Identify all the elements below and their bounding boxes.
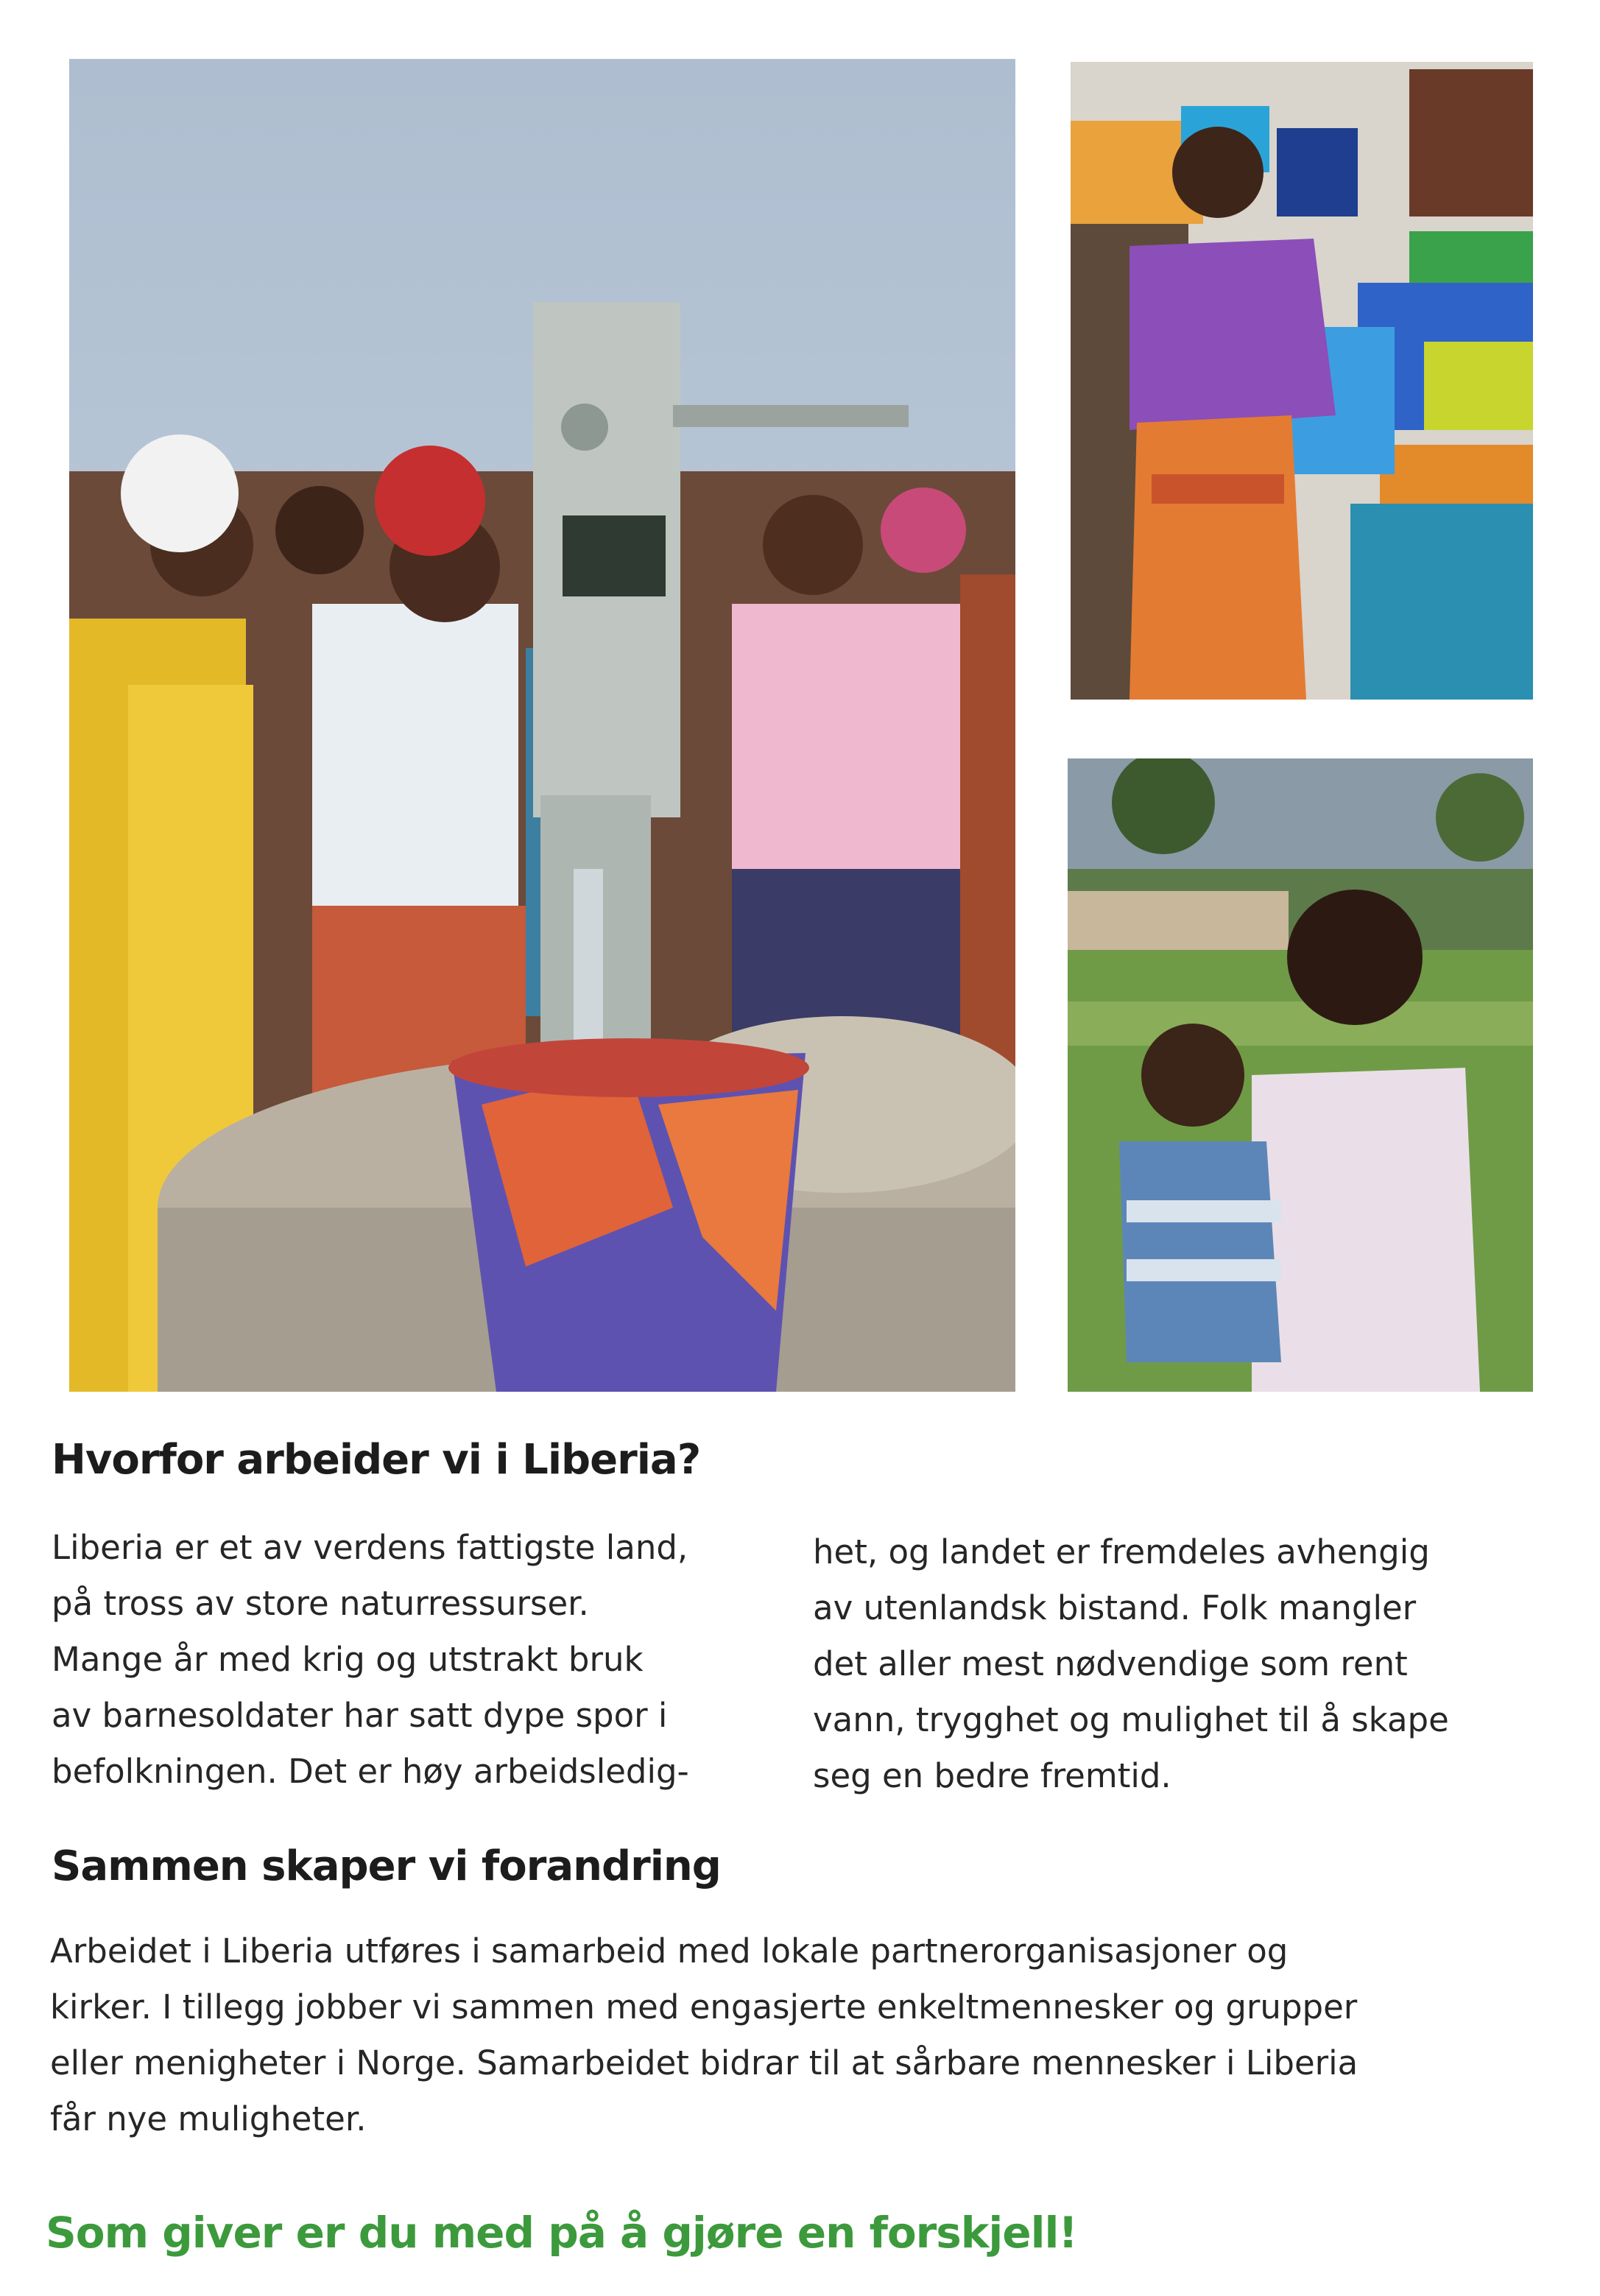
together-text bbox=[50, 1923, 1545, 2147]
woman-at-market-photo bbox=[1071, 62, 1533, 700]
why-text-column-1 bbox=[52, 1520, 780, 1800]
people-at-water-pump-photo bbox=[69, 59, 1015, 1392]
text-line: vann, trygghet og mulighet til å skape bbox=[813, 1700, 1449, 1739]
woman-carrying-child-photo bbox=[1068, 758, 1533, 1392]
text-line: het, og landet er fremdeles avhengig bbox=[813, 1532, 1430, 1571]
text-line: av utenlandsk bistand. Folk mangler bbox=[813, 1588, 1417, 1627]
text-line: seg en bedre fremtid. bbox=[813, 1756, 1171, 1795]
heading-why-liberia: Hvorfor arbeider vi i Liberia? bbox=[52, 1436, 701, 1484]
closing-callout: Som giver er du med på å gjøre en forskjell! bbox=[46, 2208, 1077, 2258]
text-line: eller menigheter i Norge. Samarbeidet bidrar til at sårbare mennesker i Liberia bbox=[50, 2043, 1358, 2082]
text-line: Mange år med krig og utstrakt bruk bbox=[52, 1640, 644, 1679]
text-line: befolkningen. Det er høy arbeidsledig- bbox=[52, 1752, 689, 1791]
text-line: får nye muligheter. bbox=[50, 2099, 367, 2138]
text-line: av barnesoldater har satt dype spor i bbox=[52, 1696, 668, 1735]
text-line: det aller mest nødvendige som rent bbox=[813, 1644, 1408, 1683]
text-line: på tross av store naturressurser. bbox=[52, 1584, 589, 1623]
text-line: Liberia er et av verdens fattigste land, bbox=[52, 1528, 688, 1567]
text-line: Arbeidet i Liberia utføres i samarbeid med lokale partnerorganisasjoner og bbox=[50, 1931, 1289, 1971]
heading-together-change: Sammen skaper vi forandring bbox=[52, 1842, 721, 1890]
why-text-column-2 bbox=[813, 1524, 1579, 1804]
text-line: kirker. I tillegg jobber vi sammen med engasjerte enkeltmennesker og grupper bbox=[50, 1987, 1358, 2026]
